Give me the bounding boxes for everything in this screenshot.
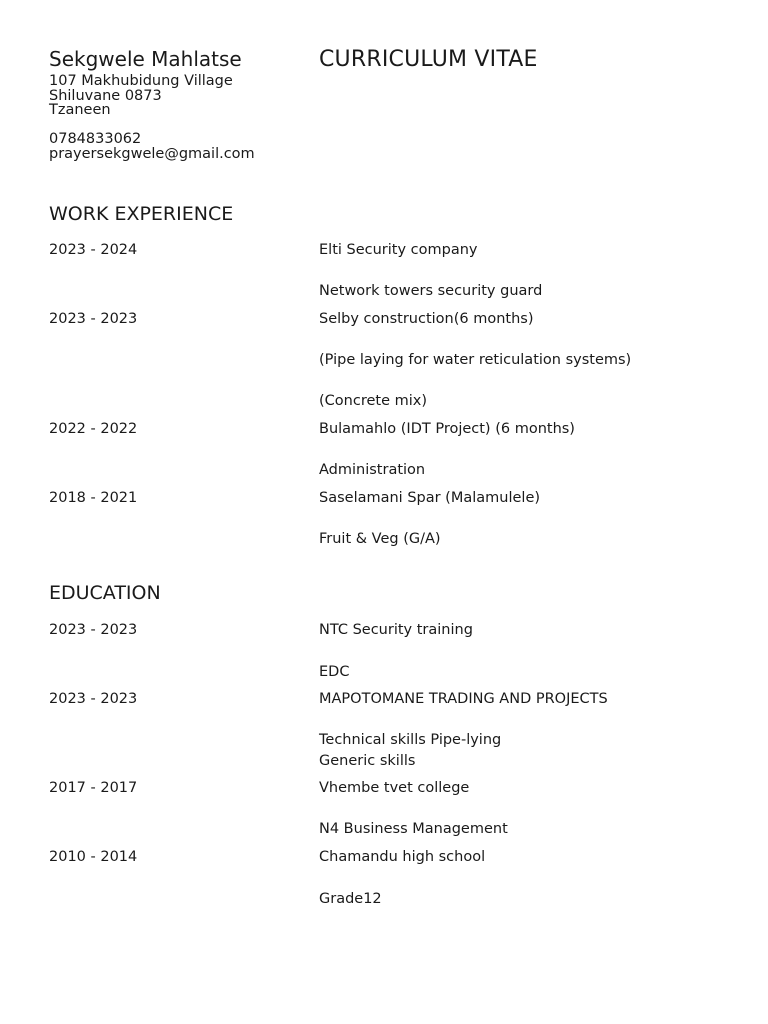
entry-line: Network towers security guard <box>319 283 543 299</box>
document-title: CURRICULUM VITAE <box>319 47 538 72</box>
entry-line: N4 Business Management <box>319 821 508 837</box>
section-heading: EDUCATION <box>49 582 161 604</box>
phone-number: 0784833062 <box>49 131 142 147</box>
entry-line: MAPOTOMANE TRADING AND PROJECTS <box>319 691 608 707</box>
entry-dates: 2023 - 2024 <box>49 242 138 258</box>
entry-line: EDC <box>319 664 350 680</box>
entry-line: Chamandu high school <box>319 849 486 865</box>
entry-line: Elti Security company <box>319 242 478 258</box>
address-line: 107 Makhubidung Village <box>49 73 233 89</box>
entry-dates: 2023 - 2023 <box>49 691 138 707</box>
entry-line: Generic skills <box>319 753 416 769</box>
entry-line: (Pipe laying for water reticulation systems) <box>319 352 632 368</box>
entry-dates: 2022 - 2022 <box>49 421 138 437</box>
entry-line: Selby construction(6 months) <box>319 311 534 327</box>
entry-line: Grade12 <box>319 891 382 907</box>
entry-dates: 2023 - 2023 <box>49 311 138 327</box>
address-line: Shiluvane 0873 <box>49 88 162 104</box>
entry-line: Fruit & Veg (G/A) <box>319 531 441 547</box>
entry-line: NTC Security training <box>319 622 473 638</box>
entry-dates: 2018 - 2021 <box>49 490 138 506</box>
entry-line: Saselamani Spar (Malamulele) <box>319 490 541 506</box>
entry-line: Administration <box>319 462 426 478</box>
entry-line: Vhembe tvet college <box>319 780 470 796</box>
candidate-name: Sekgwele Mahlatse <box>49 47 242 71</box>
entry-line: Bulamahlo (IDT Project) (6 months) <box>319 421 575 437</box>
entry-dates: 2010 - 2014 <box>49 849 138 865</box>
entry-dates: 2023 - 2023 <box>49 622 138 638</box>
email-address: prayersekgwele@gmail.com <box>49 146 255 162</box>
entry-line: Technical skills Pipe-lying <box>319 732 502 748</box>
section-heading: WORK EXPERIENCE <box>49 203 234 225</box>
entry-line: (Concrete mix) <box>319 393 427 409</box>
address-line: Tzaneen <box>49 102 111 118</box>
entry-dates: 2017 - 2017 <box>49 780 138 796</box>
